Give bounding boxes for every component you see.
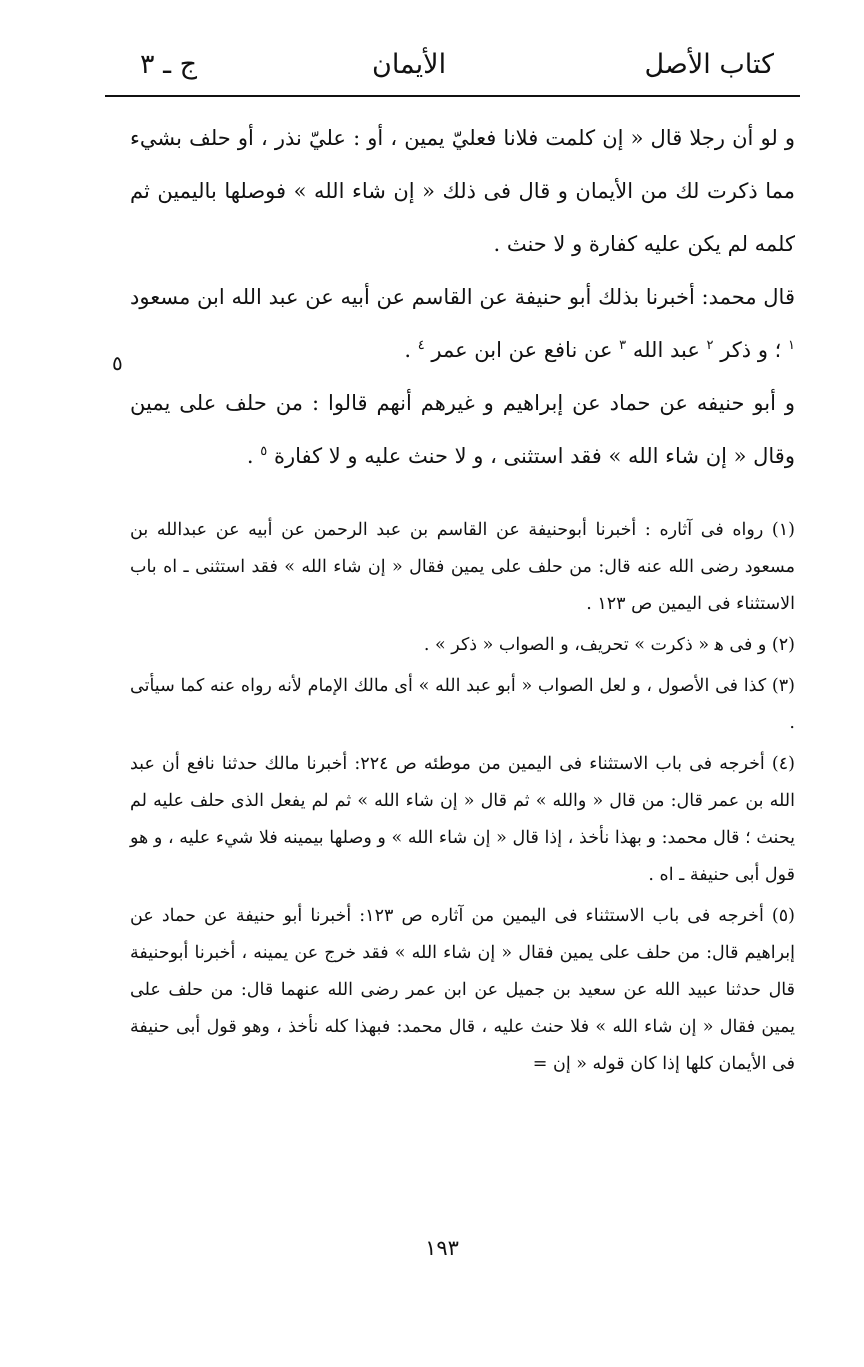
running-head-volume: ج ـ ٣ bbox=[140, 49, 198, 80]
footnote-3: (٣) كذا فى الأصول ، و لعل الصواب « أبو عبد الله » أى مالك الإمام لأنه رواه عنه كما سيأتى . bbox=[130, 676, 795, 733]
main-paragraph-3-text: . bbox=[246, 444, 254, 468]
main-text bbox=[130, 112, 795, 483]
footnote-ref-5: ٥ bbox=[260, 444, 268, 459]
footnote-ref-3: ٣ bbox=[619, 338, 627, 353]
page-number: ١٩٣ bbox=[425, 1236, 459, 1260]
running-head-chapter-title: الأيمان bbox=[372, 49, 447, 80]
running-head-book-title: كتاب الأصل bbox=[644, 49, 774, 80]
main-paragraph-3-text: و أبو حنيفه عن حماد عن إبراهيم و غيرهم أنهم قالوا : من حلف على يمين وقال « إن شاء الله » فقد استثنى ، و لا حنث عليه و لا كفارة bbox=[130, 391, 795, 468]
main-paragraph-2-text: قال محمد: أخبرنا بذلك أبو حنيفة عن القاسم عن أبيه عن عبد الله ابن مسعود bbox=[130, 285, 795, 309]
header-rule bbox=[105, 95, 800, 97]
main-paragraph-2-text: . bbox=[404, 338, 411, 362]
main-paragraph-2-text: ؛ و ذكر bbox=[720, 338, 782, 362]
main-paragraph-2-text: عن نافع عن ابن عمر bbox=[431, 338, 613, 362]
footnotes bbox=[130, 512, 795, 1087]
footnote-ref-4: ٤ bbox=[417, 338, 425, 353]
footnote-ref-1: ١ bbox=[788, 338, 795, 353]
footnote-5: (٥) أخرجه فى باب الاستثناء فى اليمين من آثاره ص ١٢٣: أخبرنا أبو حنيفة عن حماد عن إبراهيم قال: من حلف على يمين فقال « إن شاء الله » فقد خرج عن يمينه ، أخبرنا أبوحنيفة قال حدثنا عبيد الله عن سعيد بن جميل عن ابن عمر رضى الله عنهما قال: من حلف على يمين فقال « إن شاء الله » فلا حنث عليه ، قال محمد: فبهذا كله نأخذ ، وهو قول أبى حنيفة فى الأيمان كلها إذا كان قوله « إن = bbox=[130, 906, 795, 1074]
footnote-4: (٤) أخرجه فى باب الاستثناء فى اليمين من موطئه ص ٢٢٤: أخبرنا مالك حدثنا نافع أن عبد الله بن عمر قال: من قال « والله » ثم قال « إن شاء الله » ثم لم يفعل الذى حلف عليه لم يحنث ؛ قال محمد: و بهذا نأخذ ، إذا قال « إن شاء الله » و وصلها بيمينه فلا شيء عليه ، و هو قول أبى حنيفة ـ اه . bbox=[130, 754, 795, 885]
main-paragraph-3 bbox=[130, 377, 795, 483]
main-paragraph-2 bbox=[130, 271, 795, 377]
main-paragraph-2-text: عبد الله bbox=[632, 338, 700, 362]
footnote-ref-2: ٢ bbox=[706, 338, 714, 353]
footnote-1: (١) رواه فى آثاره : أخبرنا أبوحنيفة عن القاسم بن عبد الرحمن عن أبيه عن عبدالله بن مسعود رضى الله عنه قال: من حلف على يمين فقال « إن شاء الله » فقد استثنى ـ اه باب الاستثناء فى اليمين ص ١٢٣ . bbox=[130, 520, 795, 614]
main-paragraph-1: و لو أن رجلا قال « إن كلمت فلانا فعليّ يمين ، أو : عليّ نذر ، أو حلف بشيء مما ذكرت لك من الأيمان و قال فى ذلك « إن شاء الله » فوصلها باليمين ثم كلمه لم يكن عليه كفارة و لا حنث . bbox=[130, 126, 795, 256]
footnote-2: (٢) و فى ﻫ « ذكرت » تحريف، و الصواب « ذكر » . bbox=[423, 635, 795, 655]
margin-line-number: ٥ bbox=[112, 351, 123, 375]
